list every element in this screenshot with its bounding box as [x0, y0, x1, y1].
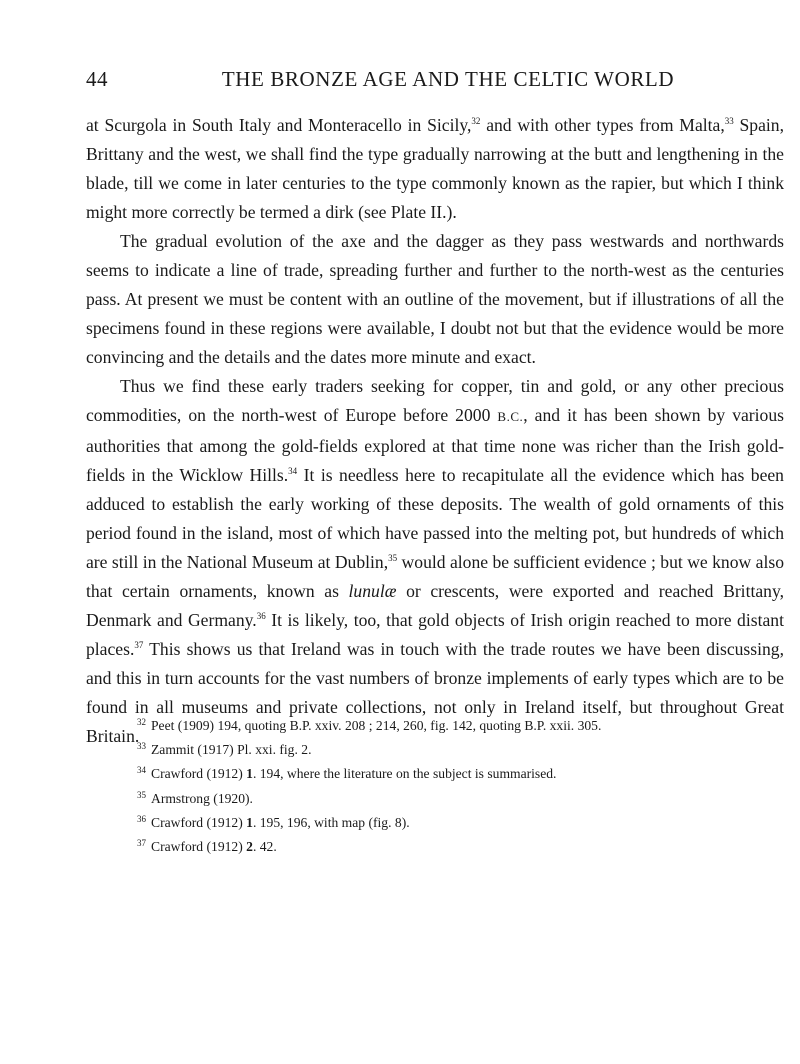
footnote-34: 34 Crawford (1912) 1. 194, where the literature on the subject is summarised.: [137, 765, 557, 782]
text-span: This shows us that Ireland was in touch with the trade routes we have been discussing, and this in turn accounts for the vast numbers of bronze implements of early types which are to be found in all museums and private collections, not only in Ireland itself, but throughout Great Britain.: [86, 638, 784, 746]
footnote-text: Crawford (1912): [151, 839, 247, 855]
footnote-33: 33 Zammit (1917) Pl. xxi. fig. 2.: [137, 741, 312, 758]
running-head: [86, 64, 780, 94]
running-title: THE BRONZE AGE AND THE CELTIC WORLD: [221, 67, 675, 91]
page-number: 44: [86, 67, 108, 91]
paragraph-3: [86, 372, 784, 751]
footnote-text: Peet (1909) 194, quoting B.P. xxiv. 208 ; 214, 260, fig. 142, quoting B.P. xxii. 305.: [151, 718, 602, 733]
italic-term: lunulæ: [348, 580, 397, 601]
footnote-32: 32 Peet (1909) 194, quoting B.P. xxiv. 208 ; 214, 260, fig. 142, quoting B.P. xxii. 305.: [137, 717, 602, 733]
footnote-text: . 194, where the literature on the subject is summarised.: [252, 766, 557, 782]
footnote-ref-32[interactable]: 32: [471, 116, 481, 126]
text-span: It is needless here to recapitulate all the evidence which has been adduced to establish the early working of these deposits. The wealth of gold ornaments of this period found in the island, most of which have passed into the melting pot, but hundreds of which are still in the National Museum at Dublin,: [86, 464, 784, 572]
text-span: would alone be sufficient evidence ; but we know also that certain ornaments, known as: [86, 551, 784, 601]
text-span: Spain, Brittany and the west, we shall find the type gradually narrowing at the butt and lengthening in the blade, till we come in later centuries to the type commonly known as the rapier, but which I think might more correctly be termed a dirk (see Plate II.).: [86, 115, 784, 223]
text-span: It is likely, too, that gold objects of Irish origin reached to more distant places.: [86, 609, 784, 659]
era-abbreviation: B.C.: [497, 409, 524, 425]
footnote-37: 37 Crawford (1912) 2. 42.: [137, 838, 277, 855]
body-text: [86, 111, 784, 751]
footnote-ref-36[interactable]: 36: [256, 610, 266, 621]
volume-number: 2: [246, 839, 253, 855]
footnote-text: . 42.: [252, 839, 277, 855]
footnote-ref-34[interactable]: 34: [288, 465, 298, 476]
text-span: at Scurgola in South Italy and Monteracello in Sicily,: [86, 115, 472, 135]
footnote-ref-37[interactable]: 37: [134, 639, 144, 650]
footnote-text: Zammit (1917) Pl. xxi. fig. 2.: [151, 742, 312, 758]
footnote-text: Armstrong (1920).: [151, 790, 253, 806]
footnote-text: Crawford (1912): [151, 814, 247, 830]
text-span: Thus we find these early traders seeking for copper, tin and gold, or any other precious commodities, on the north-west of Europe before 2000: [86, 376, 784, 426]
footnote-36: 36 Crawford (1912) 1. 195, 196, with map (fig. 8).: [137, 813, 410, 830]
footnote-ref-35[interactable]: 35: [388, 552, 398, 563]
paragraph-1: [86, 111, 784, 227]
paragraph-2: The gradual evolution of the axe and the dagger as they pass westwards and northwards seems to indicate a line of trade, spreading further and further to the north-west as the centuries pass. At present we must be content with an outline of the movement, but if illustrations of all the specimens found in these regions were available, I doubt not but that the evidence would be more convincing and the details and the dates more minute and exact.: [86, 231, 784, 368]
footnote-text: . 195, 196, with map (fig. 8).: [252, 814, 410, 830]
text-span: or crescents, were exported and reached Brittany, Denmark and Germany.: [86, 580, 785, 630]
text-span: , and it has been shown by various authorities that among the gold-fields explored at that time none was richer than the Irish gold-fields in the Wicklow Hills.: [86, 405, 784, 485]
footnote-text: Crawford (1912): [151, 766, 247, 782]
footnote-35: 35 Armstrong (1920).: [137, 789, 253, 806]
volume-number: 1: [246, 766, 253, 782]
footnote-ref-33[interactable]: 33: [724, 116, 734, 126]
text-span: and with other types from Malta,: [480, 115, 725, 135]
footnotes: [137, 714, 757, 859]
volume-number: 1: [246, 814, 253, 830]
